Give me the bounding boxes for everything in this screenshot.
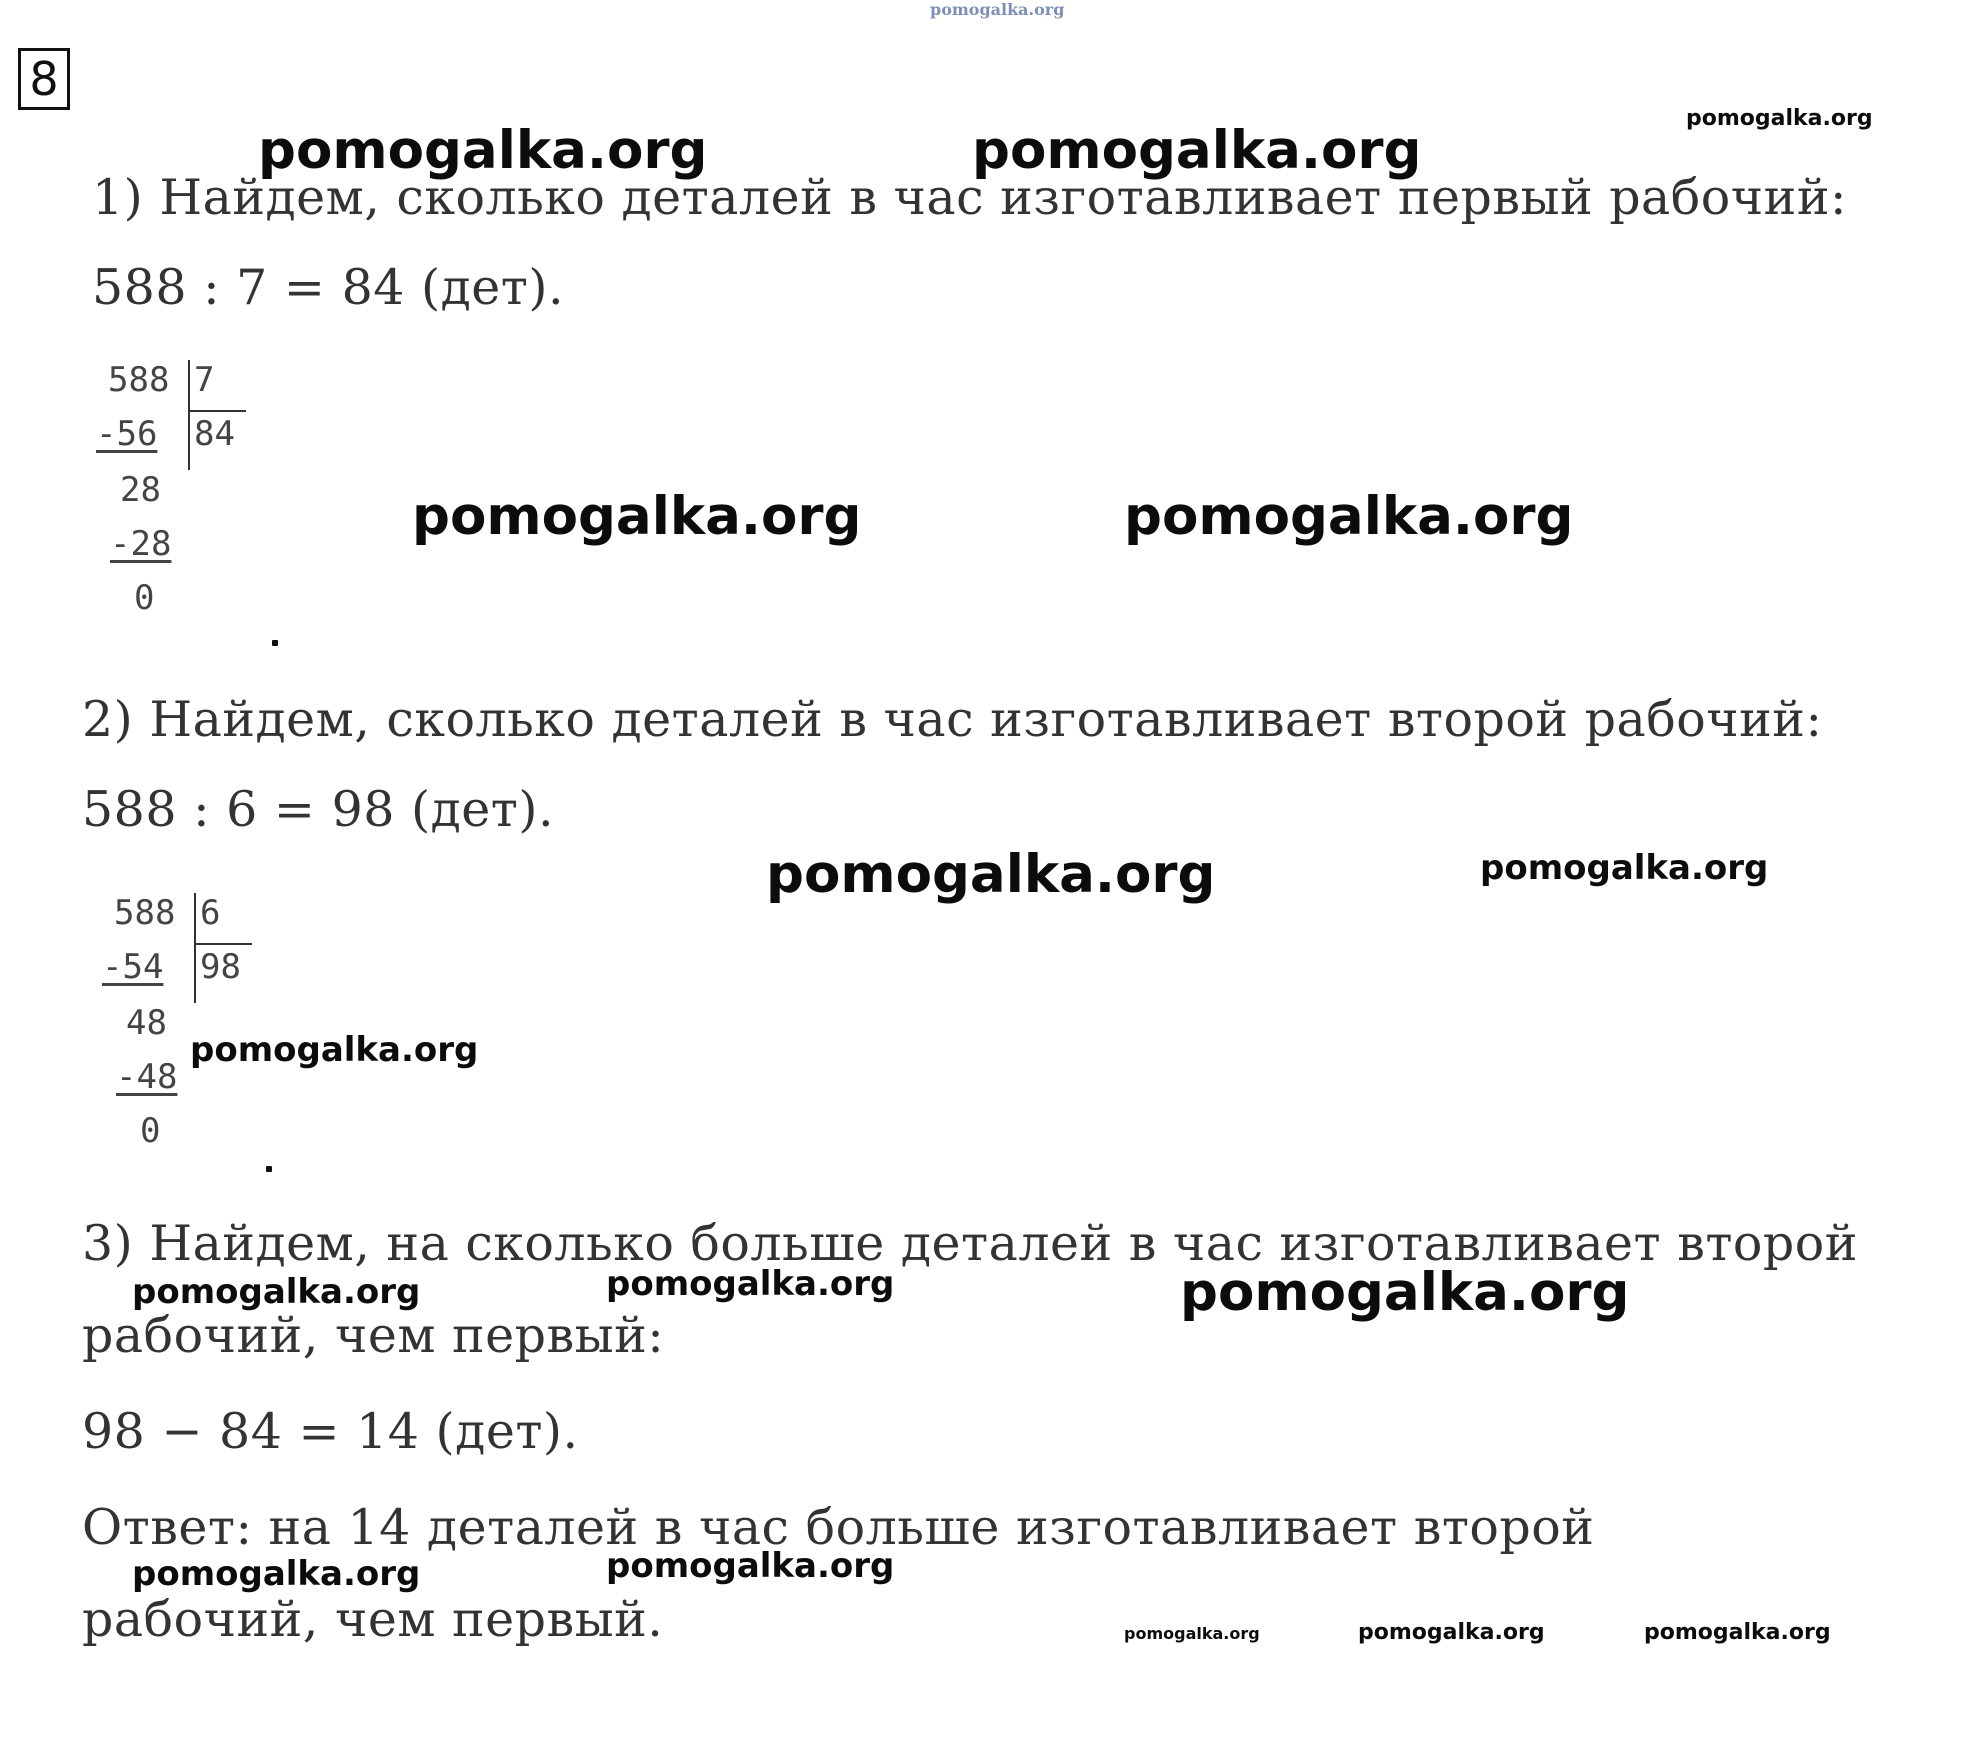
- watermark: pomogalka.org: [606, 1546, 895, 1586]
- watermark: pomogalka.org: [1124, 1624, 1260, 1643]
- watermark-top: pomogalka.org: [930, 0, 1065, 19]
- ld2-horizontal-bar: [194, 943, 252, 945]
- ld2-dividend: 588: [114, 893, 176, 933]
- ld1-subtract-1: -56: [96, 414, 158, 454]
- step-2-formula: 588 : 6 = 98 (дет).: [82, 781, 555, 838]
- dot-1: [272, 640, 278, 646]
- ld1-horizontal-bar: [188, 410, 246, 412]
- watermark: pomogalka.org: [1480, 848, 1769, 888]
- step-3-text-line-2: рабочий, чем первый:: [82, 1307, 665, 1364]
- step-3-formula: 98 − 84 = 14 (дет).: [82, 1403, 579, 1460]
- ld2-subtract-1: -54: [102, 947, 164, 987]
- long-division-2: [96, 893, 276, 1153]
- step-2-text: 2) Найдем, сколько деталей в час изготавливает второй рабочий:: [82, 691, 1823, 748]
- ld2-remainder-1: 48: [126, 1003, 167, 1043]
- ld2-result: 0: [140, 1111, 161, 1151]
- ld2-vertical-bar: [194, 893, 196, 1003]
- watermark: pomogalka.org: [1358, 1620, 1545, 1645]
- step-3-text-line-1: 3) Найдем, на сколько больше деталей в час изготавливает второй: [82, 1215, 1858, 1272]
- ld1-remainder-1: 28: [120, 470, 161, 510]
- watermark: pomogalka.org: [412, 486, 862, 547]
- ld1-result: 0: [134, 578, 155, 618]
- long-division-1: [90, 360, 270, 620]
- step-1-formula: 588 : 7 = 84 (дет).: [92, 259, 565, 316]
- answer-line-1: Ответ: на 14 деталей в час больше изготавливает второй: [82, 1499, 1595, 1556]
- ld1-quotient: 84: [194, 414, 235, 454]
- ld1-subtract-2: -28: [110, 524, 172, 564]
- watermark: pomogalka.org: [766, 844, 1216, 905]
- dot-2: [266, 1166, 272, 1172]
- watermark: pomogalka.org: [972, 120, 1422, 181]
- watermark: pomogalka.org: [606, 1264, 895, 1304]
- ld1-vertical-bar: [188, 360, 190, 470]
- watermark: pomogalka.org: [132, 1554, 421, 1594]
- watermark: pomogalka.org: [190, 1030, 479, 1070]
- ld2-quotient: 98: [200, 947, 241, 987]
- ld1-dividend: 588: [108, 360, 170, 400]
- answer-line-2: рабочий, чем первый.: [82, 1591, 664, 1648]
- watermark: pomogalka.org: [258, 120, 708, 181]
- ld2-divisor: 6: [200, 893, 221, 933]
- ld1-divisor: 7: [194, 360, 215, 400]
- watermark: pomogalka.org: [1644, 1620, 1831, 1645]
- task-number-box: 8: [18, 48, 70, 110]
- watermark: pomogalka.org: [1686, 106, 1873, 131]
- watermark: pomogalka.org: [1180, 1262, 1630, 1323]
- step-1-text: 1) Найдем, сколько деталей в час изготавливает первый рабочий:: [92, 169, 1847, 226]
- ld2-subtract-2: -48: [116, 1057, 178, 1097]
- watermark: pomogalka.org: [132, 1272, 421, 1312]
- watermark: pomogalka.org: [1124, 486, 1574, 547]
